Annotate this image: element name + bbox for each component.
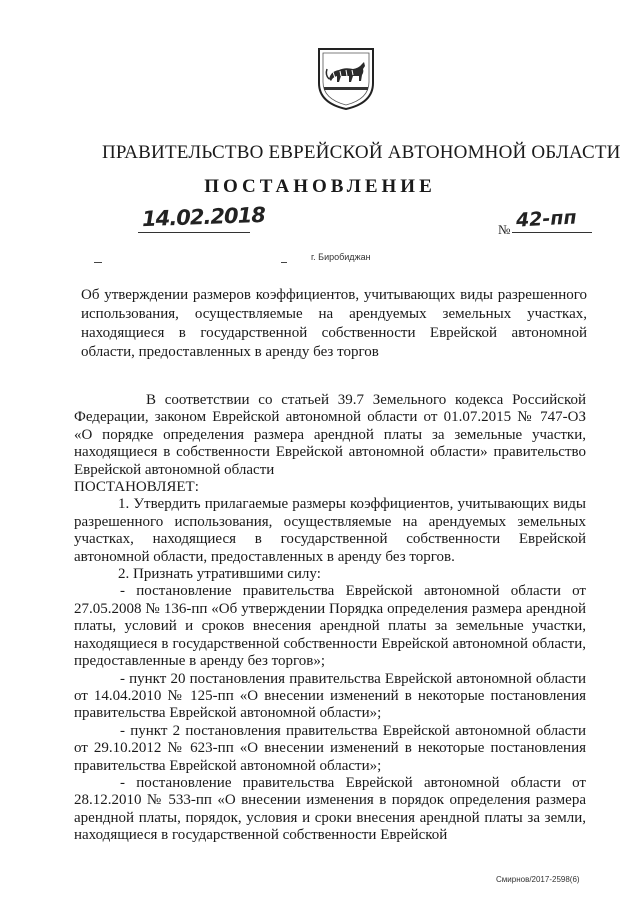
corner-mark-left [94,262,102,263]
item-1-paragraph: 1. Утвердить прилагаемые размеры коэффициентов, учитывающих виды разрешенного использования, осуществляемые на арендуемых земельных участках, находящиеся в государственной собственности Еврейской автономной области, предоставленных в аренду без торгов. [74,496,586,565]
government-title: ПРАВИТЕЛЬСТВО ЕВРЕЙСКОЙ АВТОНОМНОЙ ОБЛАСТИ [102,142,621,163]
resolves-heading: ПОСТАНОВЛЯЕТ: [74,479,199,496]
item-2-sub-b: - пункт 20 постановления правительства Еврейской автономной области от 14.04.2010 № 125-пп «О внесении изменений в некоторые постановления правительства Еврейской автономной области»; [74,670,586,722]
item-2-sub-d: - постановление правительства Еврейской автономной области от 28.12.2010 № 533-пп «О внесении изменения в порядок определения размера арендной платы, порядок, условия и сроки внесения арендной платы за земли, находящиеся в государственной собственности Еврейской [74,774,586,844]
handwritten-date: 14.02.2018 [141,202,266,232]
footer-code: Смирнов/2017-2598(6) [496,875,580,884]
preamble-paragraph: В соответствии со статьей 39.7 Земельного кодекса Российской Федерации, законом Еврейской автономной области от 01.07.2015 № 747-ОЗ «О порядке определения размера арендной платы за земельные участки, находящиеся в собственности Еврейской автономной области» правительство Еврейской автономной области [74,392,586,478]
city-label: г. Биробиджан [311,252,371,262]
item-2-sub-c: - пункт 2 постановления правительства Еврейской автономной области от 29.10.2012 № 623-пп «О внесении изменений в некоторые постановления правительства Еврейской автономной области»; [74,722,586,774]
item-2-sub-a: - постановление правительства Еврейской автономной области от 27.05.2008 № 136-пп «Об утверждении Порядка определения размера арендной платы, условий и сроков внесения арендной платы за земельные участки, находящиеся в государственной собственности Еврейской автономной области, предоставленные в аренду без торгов»; [74,583,586,670]
item-2-paragraph: 2. Признать утратившими силу: [118,566,321,583]
number-sign: № [498,222,511,237]
corner-mark-right [281,262,287,263]
number-underline [512,232,592,233]
document-type-title: ПОСТАНОВЛЕНИЕ [204,176,436,197]
document-subject: Об утверждении размеров коэффициентов, учитывающих виды разрешенного использования, осуществляемые на арендуемых земельных участках, находящиеся в государственной собственности Еврейской автономной области, предоставленных в аренду без торгов [81,287,587,360]
date-underline [138,232,250,233]
document-body [74,392,586,845]
coat-of-arms-tiger-icon [315,45,377,111]
handwritten-number: 42-пп [515,206,578,232]
